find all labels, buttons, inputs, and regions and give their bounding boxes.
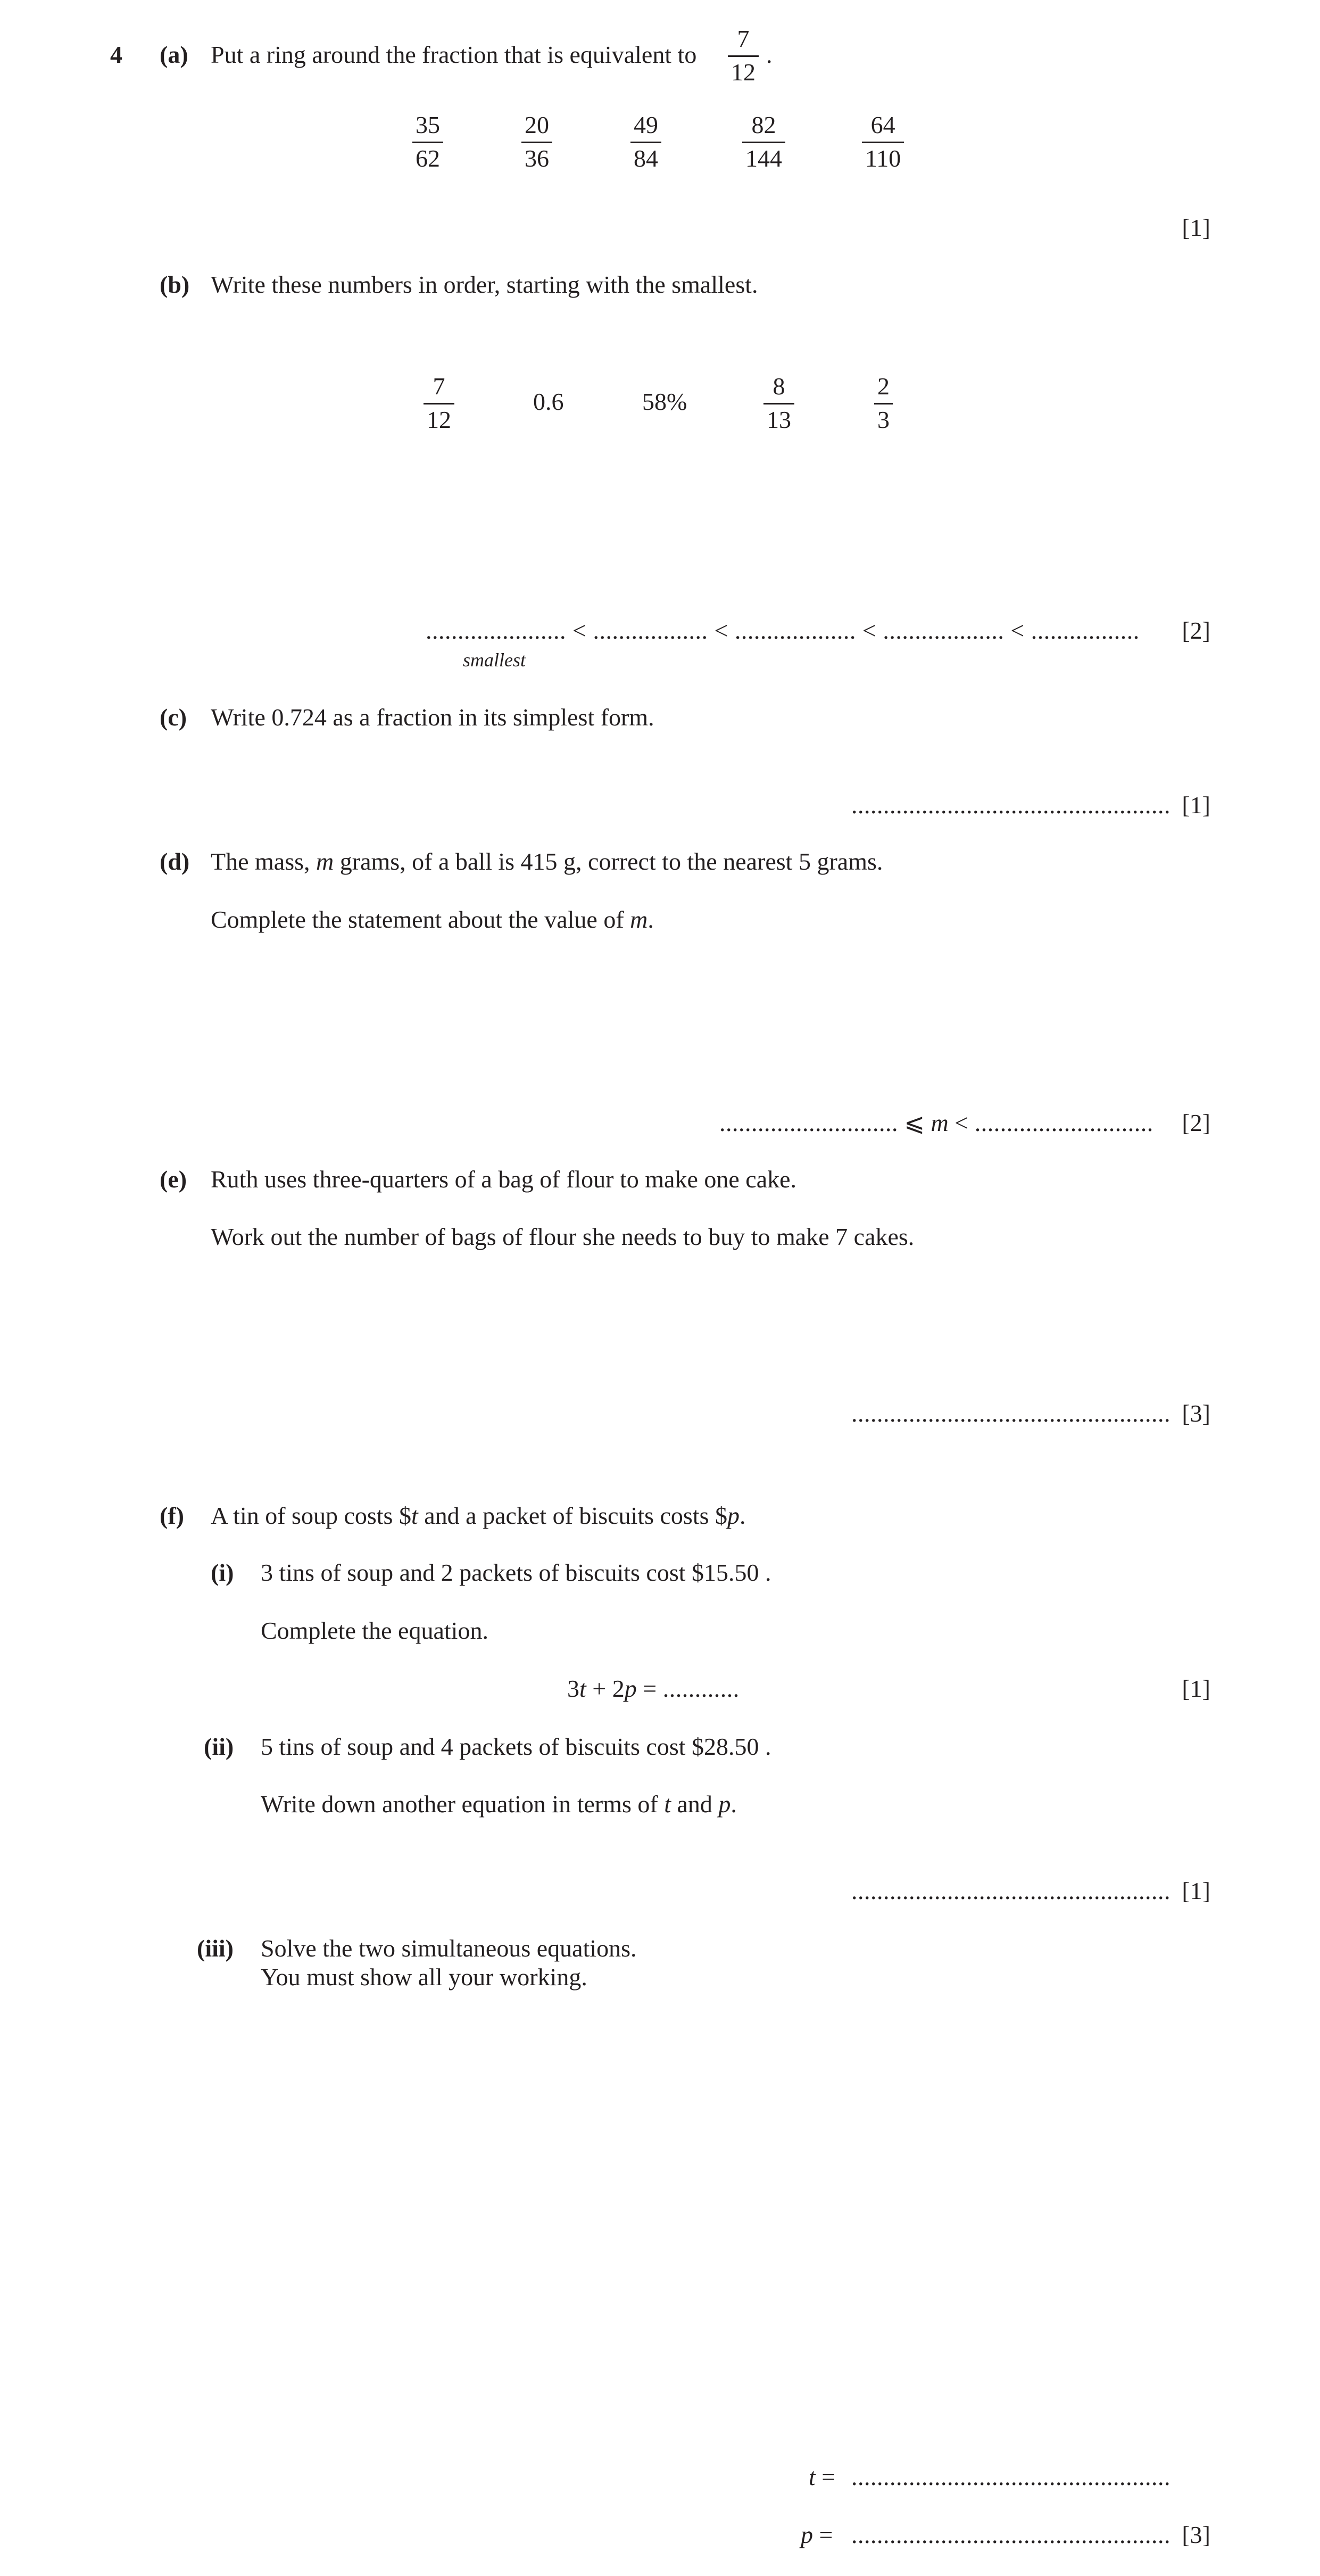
fraction-denominator: 3 <box>877 406 890 433</box>
fraction-denominator: 12 <box>731 59 756 86</box>
part-f-iii-t-answer-line[interactable]: .................................................. <box>851 2463 1170 2490</box>
fraction-bar <box>862 142 904 143</box>
fraction-numerator: 7 <box>737 25 750 52</box>
part-b-marks: [2] <box>1182 617 1210 644</box>
variable-t: t <box>411 1502 418 1529</box>
fraction-bar <box>742 142 785 143</box>
part-f-i-label: (i) <box>211 1559 234 1586</box>
part-b-fraction-7-12 <box>424 374 454 432</box>
part-b-label: (b) <box>160 271 190 298</box>
part-f-ii-instruction-text: Write down another equation in terms of <box>261 1790 658 1818</box>
fraction-numerator: 7 <box>433 373 445 400</box>
part-f-iii-p-label <box>801 2523 833 2547</box>
fraction-denominator: 13 <box>767 406 791 433</box>
fraction-denominator: 12 <box>427 406 451 433</box>
fraction-numerator: 64 <box>870 111 895 138</box>
part-f-iii-marks: [3] <box>1182 2521 1210 2548</box>
part-a-marks: [1] <box>1182 214 1210 241</box>
part-a-text: Put a ring around the fraction that is equivalent to <box>211 41 697 68</box>
equals-sign: = <box>636 1675 663 1702</box>
variable-t: t <box>809 2463 816 2490</box>
part-c-answer-line[interactable]: .................................................. <box>851 791 1170 819</box>
fraction-denominator: 36 <box>525 145 549 172</box>
part-b-smallest-label: smallest <box>463 649 526 671</box>
part-f-i-text: 3 tins of soup and 2 packets of biscuits cost $15.50 . <box>261 1559 771 1586</box>
fraction-denominator: 84 <box>634 145 658 172</box>
question-number: 4 <box>110 41 122 68</box>
variable-m: m <box>630 906 648 933</box>
part-b-fraction-8-13 <box>763 374 794 432</box>
equals-sign: = <box>815 2463 836 2490</box>
option-fraction-3[interactable] <box>630 113 661 171</box>
variable-m: m <box>931 1109 949 1136</box>
variable-p: p <box>801 2521 813 2548</box>
part-d-text-before: The mass, <box>211 848 310 875</box>
part-d-text-after: grams, of a ball is 415 g, correct to the nearest 5 grams. <box>339 848 883 875</box>
part-d-marks: [2] <box>1182 1109 1210 1136</box>
part-b-fraction-2-3 <box>874 374 893 432</box>
part-d-instruction-text: Complete the statement about the value of <box>211 906 624 933</box>
part-f-i-marks: [1] <box>1182 1675 1210 1702</box>
fraction-denominator: 144 <box>745 145 782 172</box>
fraction-bar <box>521 142 552 143</box>
option-fraction-5[interactable] <box>862 113 904 171</box>
part-e-text: Ruth uses three-quarters of a bag of flour to make one cake. <box>211 1166 797 1193</box>
fraction-bar <box>630 142 661 143</box>
part-f-iii-text-1: Solve the two simultaneous equations. <box>261 1935 637 1962</box>
part-f-text-2: and a packet of biscuits costs $ <box>424 1502 727 1529</box>
part-e-marks: [3] <box>1182 1400 1210 1427</box>
part-d-instruction <box>211 907 654 932</box>
part-f-iii-t-label <box>809 2465 835 2489</box>
option-fraction-1[interactable] <box>412 113 443 171</box>
part-a-end-dot: . <box>766 41 773 68</box>
part-b-answer-line[interactable]: ...................... < .................. < ................... < ................... < ................. <box>426 617 1140 644</box>
lt-symbol: < <box>954 1109 969 1136</box>
variable-t: t <box>664 1790 671 1818</box>
part-e-instruction: Work out the number of bags of flour she needs to buy to make 7 cakes. <box>211 1223 915 1250</box>
part-f-iii-label: (iii) <box>197 1935 234 1962</box>
variable-p: p <box>727 1502 740 1529</box>
equals-sign: = <box>813 2521 833 2548</box>
equation-plus-term: + 2 <box>586 1675 625 1702</box>
part-c-label: (c) <box>160 704 187 731</box>
fraction-numerator: 35 <box>416 111 440 138</box>
fraction-bar <box>412 142 443 143</box>
part-c-marks: [1] <box>1182 791 1210 819</box>
part-f-i-instruction: Complete the equation. <box>261 1617 488 1644</box>
fraction-numerator: 49 <box>634 111 658 138</box>
part-a-target-fraction <box>728 27 759 85</box>
part-f-ii-text: 5 tins of soup and 4 packets of biscuits cost $28.50 . <box>261 1733 771 1760</box>
part-f-iii-p-answer-line[interactable]: .................................................. <box>851 2521 1170 2548</box>
option-fraction-2[interactable] <box>521 113 552 171</box>
equation-coefficient: 3 <box>567 1675 579 1702</box>
part-f-label: (f) <box>160 1502 184 1529</box>
part-e-label: (e) <box>160 1166 187 1193</box>
fraction-bar <box>874 403 893 404</box>
part-f-text-1: A tin of soup costs $ <box>211 1502 411 1529</box>
fraction-denominator: 62 <box>416 145 440 172</box>
part-b-text: Write these numbers in order, starting with the smallest. <box>211 271 758 298</box>
option-fraction-4[interactable] <box>742 113 785 171</box>
fraction-denominator: 110 <box>865 145 901 172</box>
variable-m: m <box>316 848 334 875</box>
part-d-upper-bound-line[interactable]: ............................ <box>974 1109 1153 1136</box>
part-f-ii-instruction-end: . <box>730 1790 737 1818</box>
variable-t: t <box>579 1675 586 1702</box>
leq-symbol: ⩽ <box>904 1109 925 1136</box>
part-f-ii-answer-line[interactable]: .................................................. <box>851 1877 1170 1904</box>
fraction-bar <box>424 403 454 404</box>
fraction-numerator: 8 <box>773 373 785 400</box>
part-f-ii-instruction <box>261 1792 737 1817</box>
part-f-text-3: . <box>740 1502 746 1529</box>
part-c-text: Write 0.724 as a fraction in its simplest form. <box>211 704 654 731</box>
part-f-iii-text-2: You must show all your working. <box>261 1963 587 1991</box>
part-a-label: (a) <box>160 41 188 68</box>
fraction-numerator: 20 <box>525 111 549 138</box>
part-b-percent: 58% <box>642 388 687 415</box>
variable-p: p <box>624 1675 637 1702</box>
part-f-ii-marks: [1] <box>1182 1877 1210 1904</box>
part-d-inequality <box>719 1111 1153 1135</box>
fraction-numerator: 82 <box>751 111 776 138</box>
fraction-bar <box>728 55 759 57</box>
variable-p: p <box>718 1790 731 1818</box>
part-f-ii-label: (ii) <box>204 1733 234 1760</box>
part-d-instruction-end: . <box>647 906 654 933</box>
part-f-i-answer-line[interactable]: ............ <box>662 1675 740 1702</box>
part-f-ii-instruction-and: and <box>677 1790 712 1818</box>
fraction-numerator: 2 <box>877 373 890 400</box>
part-d-label: (d) <box>160 848 190 875</box>
part-f-i-equation <box>567 1677 740 1701</box>
part-d-lower-bound-line[interactable]: ............................ <box>719 1109 898 1136</box>
part-b-decimal: 0.6 <box>533 388 564 415</box>
part-d-text <box>211 849 883 874</box>
part-e-answer-line[interactable]: .................................................. <box>851 1400 1170 1427</box>
fraction-bar <box>763 403 794 404</box>
part-f-text <box>211 1504 746 1528</box>
